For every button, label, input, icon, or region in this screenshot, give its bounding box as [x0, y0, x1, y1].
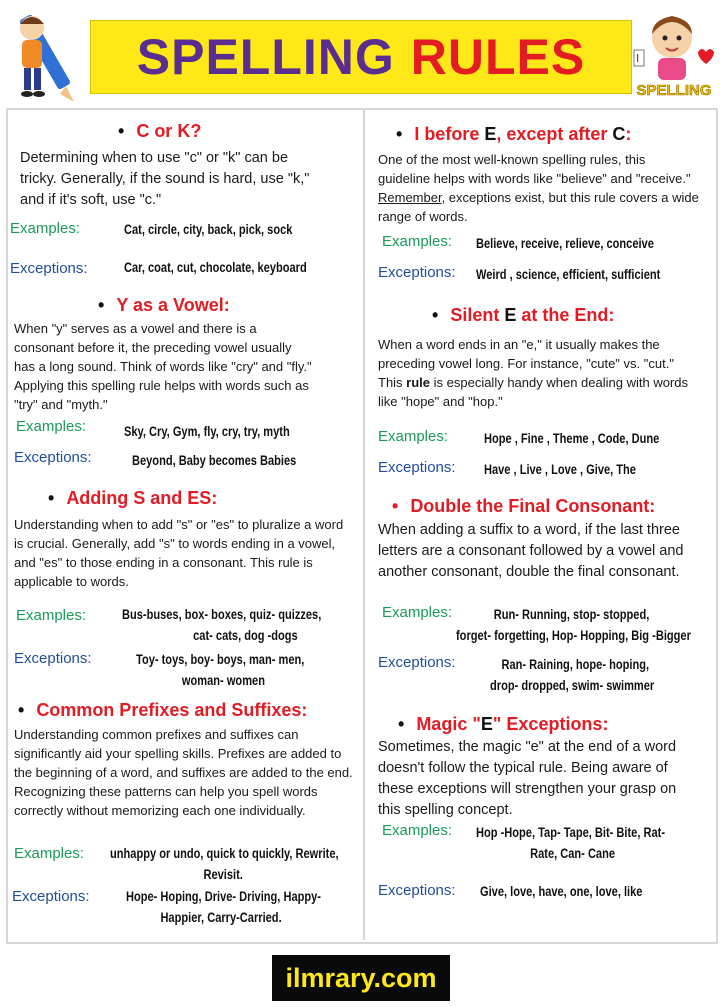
examples-label: Examples: [10, 220, 81, 237]
examples-c-or-k: Cat, circle, city, back, pick, sock [124, 222, 293, 237]
exceptions-line: Toy- toys, boy- boys, man- men, [136, 652, 305, 667]
heading-y-as-vowel: • Y as a Vowel: [98, 295, 230, 315]
examples-line: Bus-buses, box- boxes, quiz- quizzes, [122, 607, 322, 622]
exceptions-prefixes-suffixes [126, 886, 321, 928]
exceptions-label: Exceptions: [378, 882, 456, 899]
examples-prefixes-suffixes [110, 843, 339, 885]
heading-adding-s-es: • Adding S and ES: [48, 488, 218, 508]
svg-text:I: I [636, 52, 640, 65]
text-magic-e: Sometimes, the magic "e" at the end of a word doesn't follow the typical rule. Being aware of these exceptions will strengthen your grasp on this spelling concept. [378, 739, 677, 818]
examples-line: forget- forgetting, Hop- Hopping, Big -Bigger [456, 628, 691, 643]
footer-site-link[interactable]: ilmrary.com [285, 962, 437, 993]
exceptions-label: Exceptions: [14, 650, 92, 667]
examples-adding-s-es [122, 604, 321, 646]
examples-silent-e: Hope , Fine , Theme , Code, Dune [484, 431, 660, 446]
text-prefixes-suffixes: Understanding common prefixes and suffixes can significantly aid your spelling skills. Prefixes are added to the beginning of a word, and suffixes are added to the end. Recognizing these patterns can help you spell words correctly without memorizing each one individually. [14, 727, 353, 818]
text-c-or-k: Determining when to use "c" or "k" can be tricky. Generally, if the sound is hard, use "k," and if it's soft, use "c." [20, 150, 310, 208]
mascot-spelling-caption: SPELLING [636, 82, 712, 99]
exceptions-c-or-k: Car, coat, cut, chocolate, keyboard [124, 260, 307, 275]
heading-c-or-k: • C or K? [118, 121, 202, 141]
exceptions-adding-s-es [136, 649, 304, 691]
text-adding-s-es: Understanding when to add "s" or "es" to pluralize a word is crucial. Generally, add "s" to words ending in a vowel, and "es" to those ending in a consonant. This rule is applicable to words. [14, 517, 344, 589]
examples-line: Hop -Hope, Tap- Tape, Bit- Bite, Rat- [476, 825, 666, 840]
exceptions-line: woman- women [181, 673, 265, 688]
title-spelling: SPELLING [136, 29, 395, 85]
exceptions-line: Ran- Raining, hope- hoping, [501, 657, 650, 672]
title-banner [90, 20, 632, 94]
exceptions-label: Exceptions: [378, 264, 456, 281]
examples-magic-e [476, 822, 665, 864]
exceptions-label: Exceptions: [12, 888, 90, 905]
examples-line: cat- cats, dog -dogs [193, 628, 298, 643]
exceptions-line: drop- dropped, swim- swimmer [490, 678, 655, 693]
heading-i-before-e: • I before E, except after C: [396, 124, 632, 144]
examples-double-final-consonant [456, 604, 691, 646]
exceptions-label: Exceptions: [378, 459, 456, 476]
examples-label: Examples: [382, 233, 453, 250]
examples-line: Run- Running, stop- stopped, [493, 607, 650, 622]
examples-label: Examples: [378, 428, 449, 445]
heading-silent-e: • Silent E at the End: [432, 305, 615, 325]
examples-label: Examples: [16, 418, 87, 435]
text-double-final-consonant: When adding a suffix to a word, if the last three letters are a consonant followed by a vowel and another consonant, double the final consonant. [378, 522, 684, 580]
exceptions-y-as-vowel: Beyond, Baby becomes Babies [132, 453, 297, 468]
text-i-before-e: One of the most well-known spelling rules, this guideline helps with words like "believe" and "receive." Remember, exceptions exist, but this rule covers a wide range of words. [378, 152, 699, 224]
exceptions-line: Hope- Hoping, Drive- Driving, Happy- [126, 889, 321, 904]
examples-label: Examples: [382, 604, 453, 621]
title-rules: RULES [410, 29, 586, 85]
heading-double-final-consonant: • Double the Final Consonant: [392, 496, 656, 516]
text-silent-e: When a word ends in an "e," it usually makes the preceding vowel long. For instance, "cute" vs. "cut." This rule is especially handy when dealing with words like "hope" and "hop." [378, 337, 688, 409]
exceptions-i-before-e: Weird , science, efficient, sufficient [476, 267, 661, 282]
exceptions-magic-e: Give, love, have, one, love, like [480, 884, 643, 899]
heading-prefixes-suffixes: • Common Prefixes and Suffixes: [18, 700, 308, 720]
heading-magic-e: • Magic "E" Exceptions: [398, 714, 609, 734]
examples-label: Examples: [16, 607, 87, 624]
examples-line: Revisit. [203, 867, 243, 882]
text-y-as-vowel: When "y" serves as a vowel and there is a consonant before it, the preceding vowel usually has a long sound. Think of words like "cry" and "fly." Applying this spelling rule helps with words such as "try" and "myth." [14, 321, 312, 412]
examples-label: Examples: [14, 845, 85, 862]
examples-i-before-e: Believe, receive, relieve, conceive [476, 236, 654, 251]
column-divider [363, 110, 365, 940]
examples-line: Rate, Can- Cane [530, 846, 616, 861]
examples-line: unhappy or undo, quick to quickly, Rewrite, [110, 846, 339, 861]
exceptions-label: Exceptions: [378, 654, 456, 671]
exceptions-double-final-consonant [490, 654, 654, 696]
exceptions-label: Exceptions: [10, 260, 88, 277]
examples-y-as-vowel: Sky, Cry, Gym, fly, cry, try, myth [124, 424, 290, 439]
exceptions-silent-e: Have , Live , Love , Give, The [484, 462, 636, 477]
examples-label: Examples: [382, 822, 453, 839]
pencil-boy-icon [8, 6, 88, 104]
exceptions-line: Happier, Carry-Carried. [160, 910, 282, 925]
site-footer-badge[interactable] [272, 955, 450, 1001]
exceptions-label: Exceptions: [14, 449, 92, 466]
